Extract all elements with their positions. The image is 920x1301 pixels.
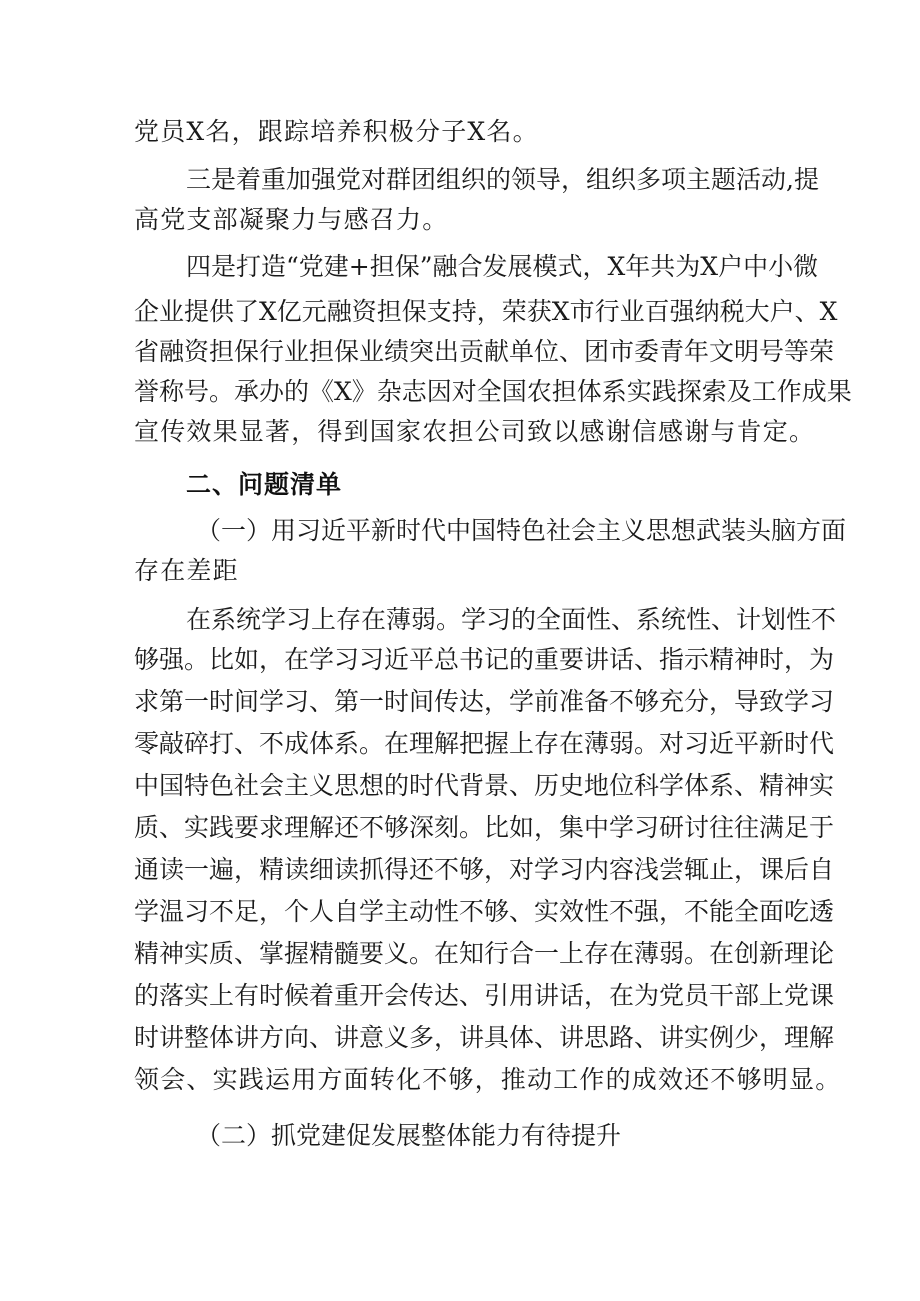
body-line: 在系统学习上存在薄弱。学习的全面性、系统性、计划性不 — [186, 605, 837, 634]
paragraph-line: 三是着重加强党对群团组织的领导，组织多项主题活动,提 — [186, 165, 819, 194]
body-line: 求第一时间学习、第一时间传达，学前准备不够充分，导致学习 — [134, 687, 835, 716]
body-line: 零敲碎打、不成体系。在理解把握上存在薄弱。对习近平新时代 — [134, 729, 835, 758]
paragraph-line: 四是打造“党建+担保”融合发展模式，X年共为X户中小微 — [186, 252, 819, 281]
paragraph-line: 省融资担保行业担保业绩突出贡献单位、团市委青年文明号等荣 — [134, 337, 835, 366]
body-line: 领会、实践运用方面转化不够，推动工作的成效还不够明显。 — [134, 1065, 842, 1094]
body-line: 的落实上有时候着重开会传达、引用讲话，在为党员干部上党课 — [134, 981, 835, 1010]
body-line: 质、实践要求理解还不够深刻。比如，集中学习研讨往往满足于 — [134, 813, 835, 842]
paragraph-line: 高党支部凝聚力与感召力。 — [134, 205, 449, 234]
paragraph-line: 党员X名，跟踪培养积极分子X名。 — [134, 117, 539, 146]
subsection-heading: （二）抓党建促发展整体能力有待提升 — [196, 1121, 622, 1150]
subsection-heading: （一）用习近平新时代中国特色社会主义思想武装头脑方面 — [196, 516, 847, 545]
body-line: 学温习不足，个人自学主动性不够、实效性不强，不能全面吃透 — [134, 897, 835, 926]
paragraph-line: 企业提供了X亿元融资担保支持，荣获X市行业百强纳税大户、X — [134, 297, 838, 326]
body-line: 精神实质、掌握精髓要义。在知行合一上存在薄弱。在创新理论 — [134, 939, 835, 968]
body-line: 通读一遍，精读细读抓得还不够，对学习内容浅尝辄止，课后自 — [134, 855, 835, 884]
paragraph-line: 誉称号。承办的《X》杂志因对全国农担体系实践探索及工作成果 — [134, 377, 852, 406]
body-line: 中国特色社会主义思想的时代背景、历史地位科学体系、精神实 — [134, 771, 835, 800]
body-line: 够强。比如，在学习习近平总书记的重要讲话、指示精神时，为 — [134, 645, 835, 674]
body-line: 时讲整体讲方向、讲意义多，讲具体、讲思路、讲实例少，理解 — [134, 1023, 835, 1052]
paragraph-line: 宣传效果显著，得到国家农担公司致以感谢信感谢与肯定。 — [134, 417, 816, 446]
subsection-heading-continued: 存在差距 — [134, 556, 239, 585]
section-heading: 二、问题清单 — [186, 470, 343, 499]
